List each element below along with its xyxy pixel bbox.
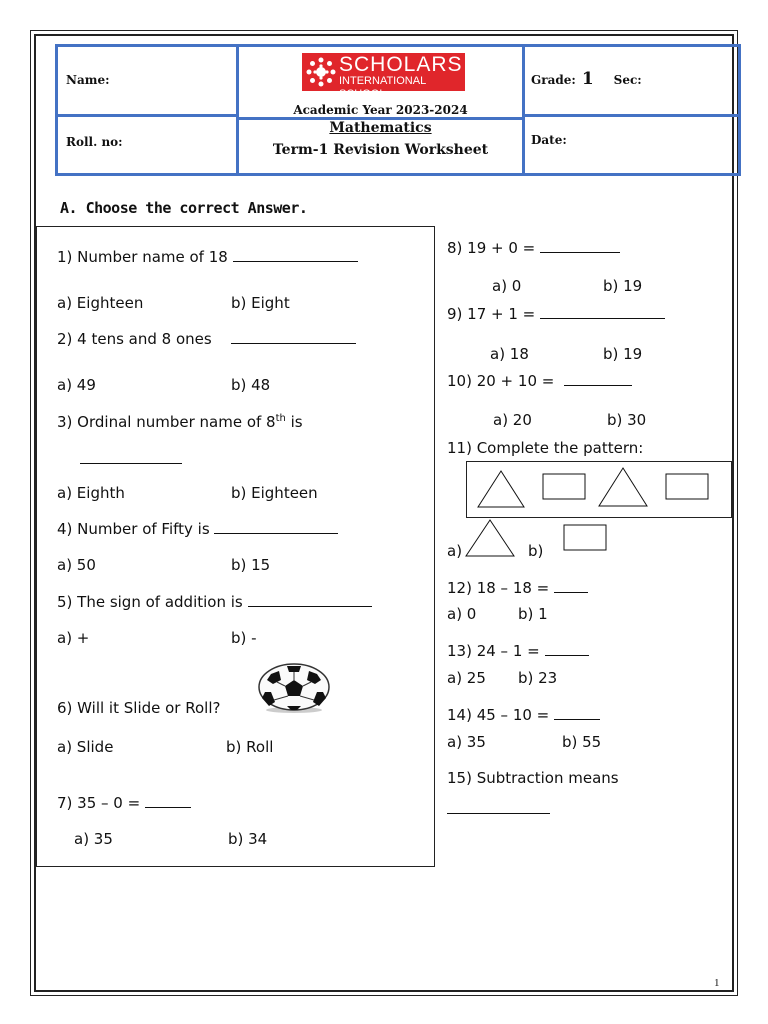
q14-option-a[interactable]: a) 35	[447, 733, 486, 751]
answer-blank[interactable]	[554, 706, 600, 720]
school-name-top: SCHOLARS	[339, 53, 463, 76]
worksheet-title: Term-1 Revision Worksheet	[272, 142, 489, 158]
page-number: 1	[714, 977, 720, 989]
triangle-icon[interactable]	[462, 518, 516, 560]
q7-option-a[interactable]: a) 35	[74, 830, 113, 848]
q10-option-a[interactable]: a) 20	[493, 411, 532, 429]
rectangle-icon	[665, 473, 709, 501]
question-2	[57, 330, 356, 348]
question-10-text: 10) 20 + 10 =	[447, 372, 555, 390]
q5-option-b[interactable]: b) -	[231, 629, 257, 647]
question-3-tail: is	[285, 413, 303, 431]
question-3-blank-line	[80, 450, 182, 468]
answer-blank[interactable]	[145, 794, 191, 808]
q11-option-a[interactable]: a)	[447, 542, 463, 560]
q4-option-b[interactable]: b) 15	[231, 556, 271, 574]
question-13-text: 13) 24 – 1 =	[447, 642, 540, 660]
question-3-text: 3) Ordinal number name of 8	[57, 413, 276, 431]
q5-option-a[interactable]: a) +	[57, 629, 90, 647]
q8-option-a[interactable]: a) 0	[492, 277, 522, 295]
roll-number-label: Roll. no:	[66, 135, 123, 149]
left-question-box	[36, 226, 435, 867]
question-11-text: 11) Complete the pattern:	[447, 439, 644, 457]
ordinal-suffix: th	[275, 413, 286, 424]
answer-blank[interactable]	[540, 239, 620, 253]
question-13	[447, 642, 589, 660]
answer-blank[interactable]	[233, 248, 358, 262]
q6-option-b[interactable]: b) Roll	[226, 738, 274, 756]
rectangle-icon[interactable]	[563, 524, 607, 552]
answer-blank[interactable]	[554, 579, 588, 593]
question-12	[447, 579, 588, 597]
question-15-blank-line	[447, 800, 550, 818]
roll-number-cell[interactable]	[58, 117, 239, 173]
question-5-text: 5) The sign of addition is	[57, 593, 243, 611]
q9-option-a[interactable]: a) 18	[490, 345, 529, 363]
q1-option-b[interactable]: b) Eight	[231, 294, 290, 312]
section-title: A. Choose the correct Answer.	[60, 199, 308, 217]
grade-cell[interactable]	[522, 47, 738, 117]
subject-title: Mathematics	[329, 120, 432, 136]
school-name-bottom: INTERNATIONAL SCHOOL	[339, 75, 426, 100]
q4-option-a[interactable]: a) 50	[57, 556, 96, 574]
q2-option-a[interactable]: a) 49	[57, 376, 96, 394]
q2-option-b[interactable]: b) 48	[231, 376, 271, 394]
question-10	[447, 372, 632, 390]
triangle-icon	[476, 469, 526, 509]
question-9-text: 9) 17 + 1 =	[447, 305, 536, 323]
name-label: Name:	[66, 73, 110, 87]
question-5	[57, 593, 372, 611]
q9-option-b[interactable]: b) 19	[603, 345, 643, 363]
answer-blank[interactable]	[214, 520, 338, 534]
question-7	[57, 794, 191, 812]
question-14-text: 14) 45 – 10 =	[447, 706, 550, 724]
q3-option-b[interactable]: b) Eighteen	[231, 484, 318, 502]
title-cell	[239, 47, 522, 173]
soccer-ball-icon	[257, 662, 331, 714]
triangle-icon	[597, 466, 649, 508]
answer-blank[interactable]	[248, 593, 372, 607]
answer-blank[interactable]	[564, 372, 632, 386]
q7-option-b[interactable]: b) 34	[228, 830, 268, 848]
answer-blank[interactable]	[540, 305, 665, 319]
answer-blank[interactable]	[80, 450, 182, 464]
rectangle-icon	[542, 473, 586, 501]
q1-option-a[interactable]: a) Eighteen	[57, 294, 144, 312]
grade-label: Grade:	[531, 73, 576, 87]
answer-blank[interactable]	[545, 642, 589, 656]
q3-option-a[interactable]: a) Eighth	[57, 484, 125, 502]
q11-option-b[interactable]: b)	[528, 542, 544, 560]
question-1-text: 1) Number name of 18	[57, 248, 228, 266]
answer-blank[interactable]	[447, 800, 550, 814]
q12-option-a[interactable]: a) 0	[447, 605, 477, 623]
worksheet-header	[55, 44, 741, 176]
question-14	[447, 706, 600, 724]
school-logo	[302, 53, 465, 100]
question-6-text: 6) Will it Slide or Roll?	[57, 699, 221, 717]
date-label: Date:	[531, 133, 567, 147]
academic-year: Academic Year 2023-2024	[293, 103, 468, 117]
question-12-text: 12) 18 – 18 =	[447, 579, 550, 597]
question-1	[57, 248, 358, 266]
question-4-text: 4) Number of Fifty is	[57, 520, 210, 538]
question-15-text: 15) Subtraction means	[447, 769, 619, 787]
q6-option-a[interactable]: a) Slide	[57, 738, 114, 756]
question-7-text: 7) 35 – 0 =	[57, 794, 141, 812]
answer-blank[interactable]	[231, 330, 356, 344]
q13-option-a[interactable]: a) 25	[447, 669, 486, 687]
question-2-text: 2) 4 tens and 8 ones	[57, 330, 212, 348]
question-9	[447, 305, 665, 323]
date-cell[interactable]	[522, 117, 738, 173]
q12-option-b[interactable]: b) 1	[518, 605, 548, 623]
q8-option-b[interactable]: b) 19	[603, 277, 643, 295]
q14-option-b[interactable]: b) 55	[562, 733, 602, 751]
school-emblem-icon	[305, 56, 337, 88]
grade-value: 1	[581, 69, 594, 89]
section-label: Sec:	[613, 73, 642, 87]
q13-option-b[interactable]: b) 23	[518, 669, 558, 687]
question-8	[447, 239, 620, 257]
question-8-text: 8) 19 + 0 =	[447, 239, 536, 257]
name-cell[interactable]	[58, 47, 239, 117]
q10-option-b[interactable]: b) 30	[607, 411, 647, 429]
question-4	[57, 520, 338, 538]
question-3	[57, 413, 303, 431]
